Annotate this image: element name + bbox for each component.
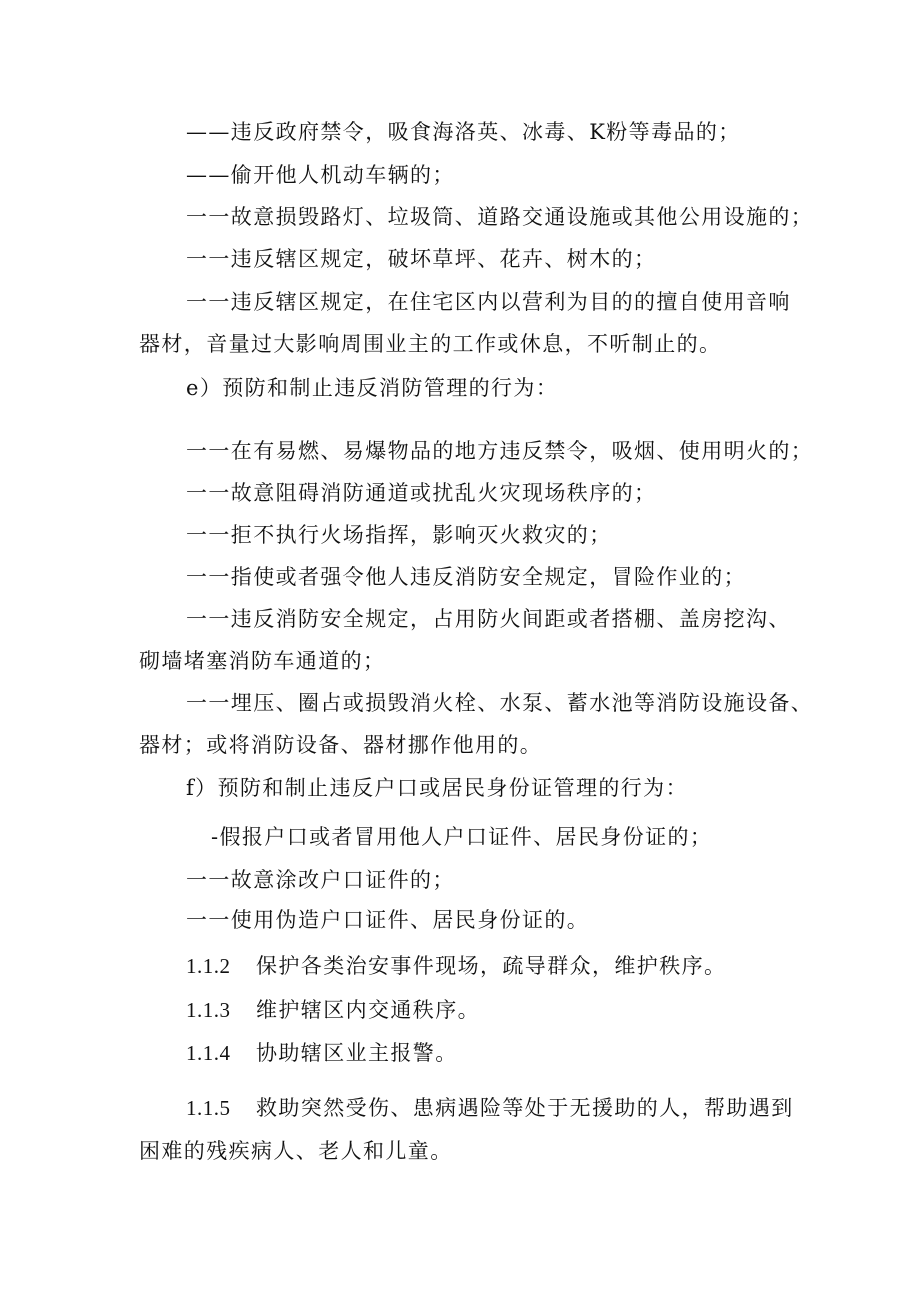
list-item-continuation: 器材；或将消防设备、器材挪作他用的。 [139, 733, 543, 757]
section-text: 保护各类治安事件现场，疏导群众，维护秩序。 [256, 954, 727, 978]
list-item: 一一使用伪造户口证件、居民身份证的。 [186, 908, 590, 932]
list-item-continuation: 器材，音量过大影响周围业主的工作或休息，不听制止的。 [139, 332, 722, 356]
numbered-section [186, 1093, 794, 1123]
numbered-section [186, 951, 726, 981]
list-item: 一一指使或者强令他人违反消防安全规定，冒险作业的； [186, 565, 746, 589]
list-item-continuation: 砌墙堵塞消防车通道的； [139, 649, 386, 673]
section-continuation: 困难的残疾病人、老人和儿童。 [139, 1139, 453, 1163]
list-item: 一一故意阻碍消防通道或扰乱火灾现场秩序的； [186, 481, 657, 505]
section-number: 1.1.4 [186, 1041, 231, 1065]
subsection-heading: e）预防和制止违反消防管理的行为： [186, 376, 559, 400]
list-item: 一一在有易燃、易爆物品的地方违反禁令，吸烟、使用明火的； [186, 439, 814, 463]
list-item: 一一拒不执行火场指挥，影响灭火救灾的； [186, 523, 612, 547]
section-text: 协助辖区业主报警。 [256, 1041, 458, 1065]
section-text: 救助突然受伤、患病遇险等处于无援助的人，帮助遇到 [256, 1096, 794, 1120]
list-item: 一一故意涂改户口证件的； [186, 868, 455, 892]
list-item: 一一故意损毁路灯、垃圾筒、道路交通设施或其他公用设施的； [186, 205, 814, 229]
list-item: 一一埋压、圈占或损毁消火栓、水泵、蓄水池等消防设施设备、 [186, 691, 814, 715]
section-number: 1.1.2 [186, 954, 231, 978]
list-item: ——违反政府禁令，吸食海洛英、冰毒、K粉等毒品的； [186, 120, 741, 144]
section-number: 1.1.3 [186, 998, 231, 1022]
section-text: 维护辖区内交通秩序。 [256, 998, 480, 1022]
list-item: 一一违反辖区规定，破坏草坪、花卉、树木的； [186, 247, 657, 271]
section-number: 1.1.5 [186, 1096, 231, 1120]
subsection-heading: f）预防和制止违反户口或居民身份证管理的行为： [186, 776, 688, 800]
numbered-section [186, 995, 480, 1025]
list-item: -假报户口或者冒用他人户口证件、居民身份证的； [211, 825, 713, 849]
list-item: ——偷开他人机动车辆的； [186, 163, 455, 187]
list-item: 一一违反辖区规定，在住宅区内以营利为目的的擅自使用音响 [186, 290, 791, 314]
numbered-section [186, 1038, 458, 1068]
list-item: 一一违反消防安全规定，占用防火间距或者搭棚、盖房挖沟、 [186, 607, 791, 631]
